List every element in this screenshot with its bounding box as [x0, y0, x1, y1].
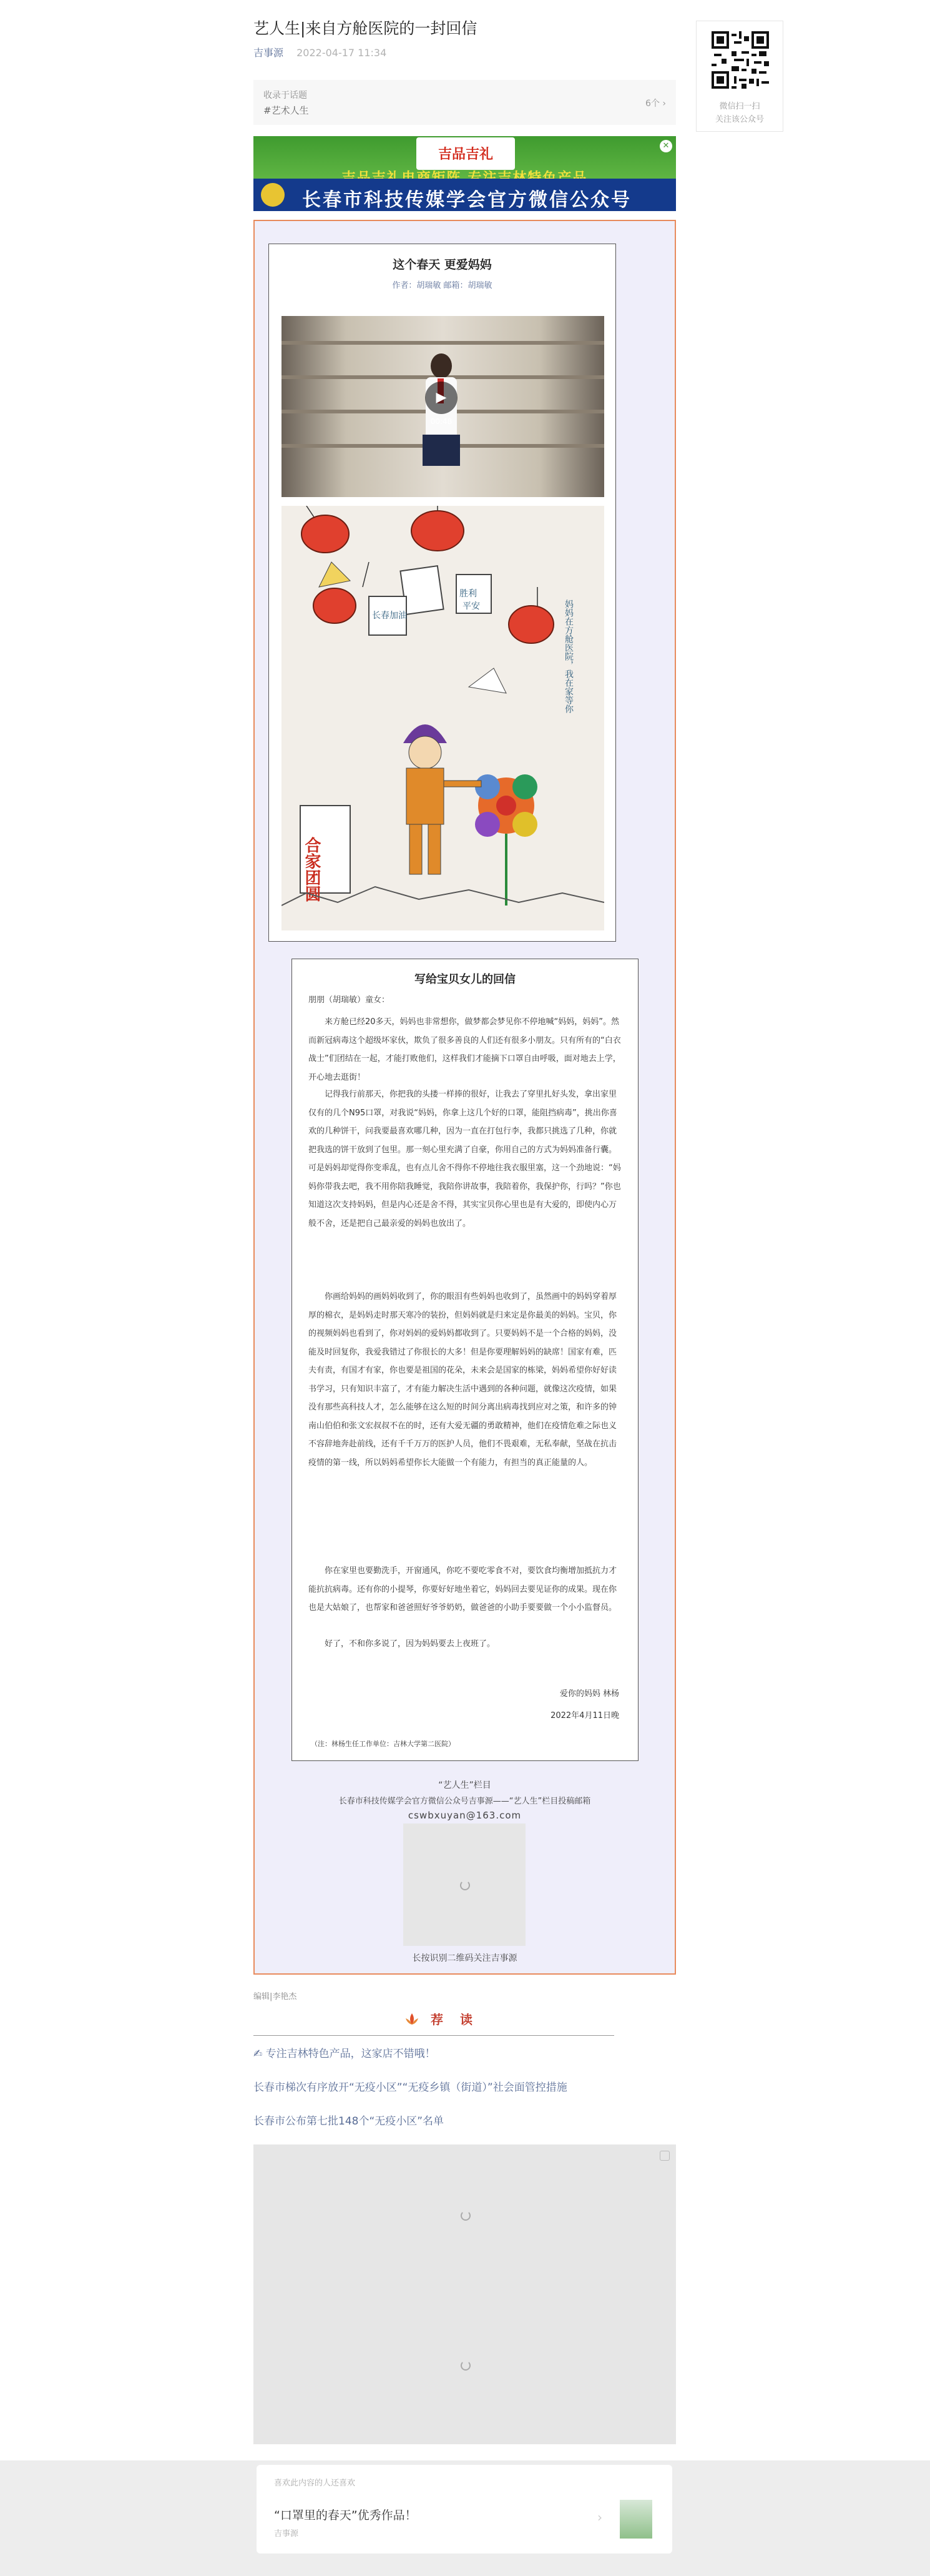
- girl-figure: [431, 353, 452, 378]
- drawing-illustration: [281, 506, 604, 930]
- loading-icon: [461, 2361, 471, 2371]
- poem-title: 这个春天 更爱妈妈: [393, 258, 492, 272]
- reply-letter-date: 2022年4月11日晚: [551, 1711, 619, 1720]
- banner-top: [253, 136, 676, 179]
- qr-scan-text: 微信扫一扫: [719, 102, 760, 111]
- chevron-right-icon: ›: [597, 2510, 602, 2525]
- banner-logo: 吉品吉礼: [416, 137, 515, 170]
- reply-letter-card: [291, 959, 639, 1761]
- letter-paragraph: 你画给妈妈的画妈妈收到了，你的眼泪有些妈妈也收到了，虽然画中的妈妈穿着厚厚的棉衣，是妈妈走时那天寒冷的装扮，但妈妈就是归来定是你最美的妈妈。宝贝，你的视频妈妈也看到了，你对妈妈的爱妈妈都收到了。只要妈妈不是一个合格的妈妈，没能及时回复你，我爱我错过了你很长的大多！但是你要理解妈妈的缺席！国家有难，匹夫有责，有国才有家，你也要是祖国的花朵，未来会是国家的栋梁，妈妈希望你好好读书学习，只有知识丰富了，才有能力解决生活中遇到的各种问题，就像这次疫情，如果没有那些高科技人才，怎么能够在这么短的时间分离出病毒找到应对之策，和许多的钟南山伯伯和张文宏叔叔不在的时，还有大爱无疆的勇敢精神，他们在疫情危难之际也义不容辞地奔赴前线，还有千千万万的医护人员，他们不畏艰难，无私奉献，坚战在抗击疫情的第一线，所以妈妈希望你长大能做一个有能力，有担当的真正能量的人。: [308, 1292, 617, 1468]
- editor-credit: 编辑|李艳杰: [253, 1992, 297, 2001]
- video-player[interactable]: [281, 316, 604, 497]
- related-card[interactable]: [257, 2465, 672, 2554]
- collection-count[interactable]: 6个 ›: [645, 99, 666, 109]
- column-email: cswbxuyan@163.com: [408, 1810, 522, 1821]
- related-label: 喜欢此内容的人还喜欢: [274, 2479, 356, 2488]
- lantern-text-1: 长春加油: [372, 611, 407, 621]
- recommend-header: 荐 读: [431, 2012, 479, 2027]
- recommend-divider: [253, 2035, 614, 2036]
- article-meta: [253, 45, 386, 59]
- related-thumbnail[interactable]: [620, 2500, 652, 2539]
- banner-bottom: [253, 179, 676, 211]
- promo-banner[interactable]: [253, 136, 676, 211]
- ad-placeholder[interactable]: [253, 2144, 676, 2444]
- related-author: 吉事源: [274, 2529, 299, 2539]
- reply-letter-salutation: 朋朋（胡瑞敏）童女：: [308, 995, 390, 1005]
- close-icon[interactable]: ✕: [660, 140, 672, 152]
- qr-sidebar: [696, 21, 783, 132]
- reply-letter-title: 写给宝贝女儿的回信: [414, 973, 516, 986]
- drawing-side-text: 妈妈在方舱医院，我在家等你: [564, 600, 574, 713]
- collection-bar[interactable]: [253, 80, 676, 125]
- related-title[interactable]: “口罩里的春天”优秀作品！: [274, 2509, 417, 2522]
- letter-paragraph: 记得我行前那天，你把我的头搂一样捧的很好，让我去了穿里扎好头发，拿出家里仅有的几个N95口罩，对我说“妈妈，你拿上这几个好的口罩，能阻挡病毒”，挑出你喜欢的几种饼干，问我要最喜欢哪几种，因为一直在打包行李，我都只挑选了几种，你就把我选的饼干放到了包里。那一刻心里充满了自豪，你用自己的方式为妈妈准备行囊。可是妈妈却觉得你变乖乱，也有点儿舍不得你不停地往我衣服里塞，这一个劲地说：“妈妈你带我去吧，我不用你陪我睡觉，我陪你讲故事，我陪着你，我保护你，行吗？”你也知道这次支持妈妈，但是内心还是舍不得，其实宝贝你心里也是有大爱的，即使内心万般不舍，还是把自己最亲爱的妈妈也放出了。: [308, 1090, 621, 1228]
- column-qr-caption: 长按识别二维码关注吉事源: [412, 1953, 517, 1963]
- video-duration: 00:48: [430, 417, 453, 426]
- collection-tag[interactable]: #艺术人生: [263, 105, 309, 116]
- letter-paragraph: 来方舱已经20多天，妈妈也非常想你，做梦都会梦见你不停地喊“妈妈，妈妈”。然而新冠病毒这个超级坏家伙，欺负了很多善良的人们还有很多小朋友。只有所有的“白衣战士”们团结在一起，才能打败他们，这样我们才能摘下口罩自由呼吸，面对地去上学，开心地去逛街！: [308, 1017, 621, 1082]
- qr-follow-text: 关注该公众号: [715, 115, 764, 124]
- recommend-link-3[interactable]: 长春市公布第七批148个“无疫小区”名单: [253, 2115, 444, 2128]
- qr-code-icon: [712, 31, 769, 89]
- lantern-text-3: 平安: [463, 601, 480, 611]
- lantern-text-2: 胜利: [459, 589, 477, 599]
- banner-org-name: 长春市科技传媒学会官方微信公众号: [302, 189, 632, 211]
- collection-label: 收录于话题: [263, 91, 307, 101]
- poem-author: 作者：胡瑞敏 邮箱：胡瑞敏: [392, 281, 492, 290]
- lotus-icon: [403, 2011, 421, 2028]
- loading-icon: [461, 2211, 471, 2221]
- reply-letter-signature: 爱你的妈妈 林杨: [559, 1689, 619, 1699]
- letter-paragraph: 你在家里也要勤洗手，开窗通风，你吃不要吃零食不对，要饮食均衡增加抵抗力才能抗抗病毒。还有你的小提琴，你要好好地坐着它，妈妈回去要见证你的成果。现在你也是大姑娘了，也帮家和爸爸照好爷爷奶奶，做爸爸的小助手要要做一个小小监督员。: [308, 1566, 617, 1612]
- column-qr-image[interactable]: [403, 1823, 526, 1946]
- emblem-icon: [261, 183, 285, 207]
- column-title: “艺人生”栏目: [438, 1780, 491, 1790]
- column-description: 长春市科技传媒学会官方微信公众号吉事源——“艺人生”栏目投稿邮箱: [338, 1797, 591, 1806]
- article-title: 艺人生|来自方舱医院的一封回信: [253, 19, 477, 37]
- recommend-link-1[interactable]: ✍ 专注吉林特色产品，这家店不错哦！: [253, 2048, 436, 2060]
- recommend-link-2[interactable]: 长春市梯次有序放开“无疫小区”“无疫乡镇（街道）”社会面管控措施: [253, 2081, 567, 2094]
- reply-letter-note: （注：林杨生任工作单位：吉林大学第二医院）: [311, 1740, 455, 1748]
- letter-paragraph: 好了，不和你多说了，因为妈妈要去上夜班了。: [325, 1639, 496, 1649]
- child-drawing: [281, 506, 604, 930]
- author-link[interactable]: 吉事源: [253, 47, 284, 59]
- publish-date: 2022-04-17 11:34: [296, 47, 387, 59]
- drawing-sign-text: 合家团圆: [302, 837, 321, 902]
- poem-card: [268, 244, 616, 942]
- ad-close-icon[interactable]: [660, 2151, 670, 2161]
- loading-icon: [460, 1880, 470, 1890]
- play-icon[interactable]: ▶: [425, 382, 458, 414]
